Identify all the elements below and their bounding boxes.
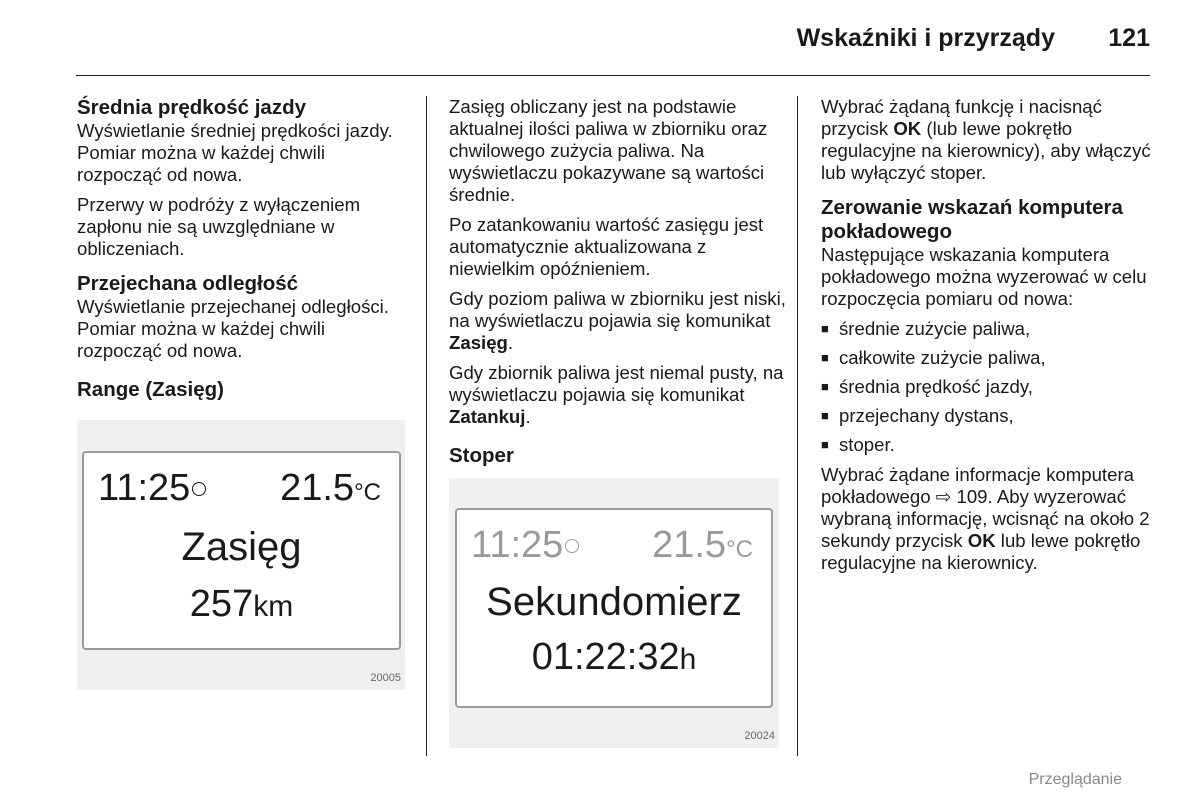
paragraph: Wybrać żądaną funkcję i nacisnąć przycisk OK (lub lewe pokrętło regulacyjne na kierownicy), aby włączyć lub wyłączyć stoper. (821, 96, 1151, 183)
display-illustration-range (77, 420, 405, 690)
display-temperature: 21.5°C (652, 524, 753, 566)
figure-code: 20005 (370, 672, 401, 684)
paragraph: Przerwy w podróży z wyłączeniem zapłonu nie są uwzględniane w obliczeniach. (77, 194, 361, 259)
paragraph: Gdy zbiornik paliwa jest niemal pusty, na wyświetlaczu pojawia się komunikat Zatankuj. (449, 362, 784, 427)
column-divider (797, 96, 798, 756)
column-divider (426, 96, 427, 756)
section-heading: Range (Zasięg) (77, 378, 224, 401)
page-reference: ⇨ 109 (935, 486, 988, 507)
display-screen (82, 451, 401, 650)
paragraph: Wyświetlanie przejechanej odległości. Pomiar można w każdej chwili rozpocząć od nowa. (77, 296, 389, 361)
section-heading: Średnia prędkość jazdy (77, 96, 307, 119)
paragraph: Gdy poziom paliwa w zbiorniku jest niski, na wyświetlaczu pojawia się komunikat Zasięg. (449, 288, 786, 353)
page-number: 121 (1108, 24, 1150, 52)
display-label: Sekundomierz (486, 580, 742, 624)
running-header-title: Wskaźniki i przyrządy (796, 24, 1055, 52)
display-temperature: 21.5°C (280, 467, 381, 509)
paragraph: Zasięg obliczany jest na podstawie aktualnej ilości paliwa w zbiorniku oraz chwilowego zużycia paliwa. Na wyświetlaczu pokazywane są wartości średnie. (449, 96, 768, 205)
clock-icon (192, 482, 206, 496)
reset-items-list (821, 318, 1161, 456)
list-item: ■ średnie zużycie paliwa, (821, 318, 1161, 340)
list-item: ■ przejechany dystans, (821, 405, 1161, 427)
paragraph: Następujące wskazania komputera pokładowego można wyzerować w celu rozpoczęcia pomiaru od nowa: (821, 244, 1147, 309)
footer-watermark: Przeglądanie (1028, 771, 1122, 788)
display-value: 01:22:32h (531, 636, 697, 678)
display-label: Zasięg (181, 525, 302, 569)
list-item: ■ stoper. (821, 434, 1161, 456)
display-time: 11:25 (98, 467, 206, 510)
column-2 (449, 96, 789, 468)
display-illustration-stopwatch (449, 478, 779, 748)
header-rule (76, 75, 1150, 76)
paragraph: Wyświetlanie średniej prędkości jazdy. Pomiar można w każdej chwili rozpocząć od nowa. (77, 120, 393, 185)
display-value: 257km (189, 583, 294, 625)
section-heading: Stoper (449, 444, 514, 467)
display-screen (455, 508, 773, 708)
figure-code: 20024 (744, 730, 775, 742)
section-heading: Przejechana odległość (77, 272, 299, 295)
column-1 (77, 96, 412, 402)
list-item: ■ średnia prędkość jazdy, (821, 376, 1161, 398)
clock-icon (565, 539, 579, 553)
column-3 (821, 96, 1161, 582)
section-heading: Zerowanie wskazań komputera pokładowego (821, 196, 1123, 243)
display-time: 11:25 (471, 524, 579, 567)
list-item: ■ całkowite zużycie paliwa, (821, 347, 1161, 369)
paragraph: Wybrać żądane informacje komputera pokładowego ⇨ 109. Aby wyzerować wybraną informację, wcisnąć na około 2 sekundy przycisk OK lub lewe pokrętło regulacyjne na kierownicy. (821, 464, 1150, 573)
paragraph: Po zatankowaniu wartość zasięgu jest automatycznie aktualizowana z niewielkim opóźnieniem. (449, 214, 764, 279)
